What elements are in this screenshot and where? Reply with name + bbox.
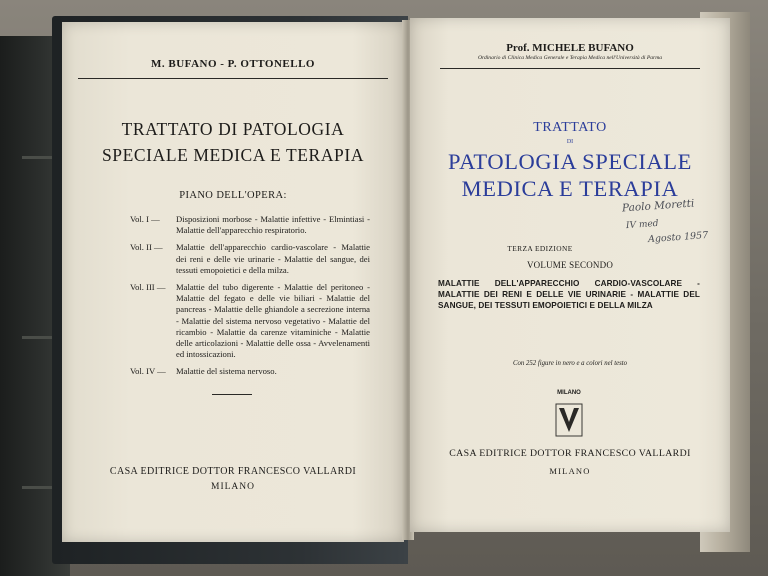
volume-contents: MALATTIE DELL'APPARECCHIO CARDIO-VASCOLARE - MALATTIE DEI RENI E DELLE VIE URINARIE - MALATTIE DEL SANGUE, DEI TESSUTI EMOPOIETICI E DELLA MILZA — [438, 279, 700, 310]
header-rule — [78, 78, 388, 79]
right-title — [410, 148, 730, 202]
volume-list — [130, 214, 370, 384]
handwritten-signature: Paolo Moretti — [621, 197, 695, 215]
volume-text: Disposizioni morbose - Malattie infettive - Elmintiasi - Malattie dell'apparecchio respiratorio. — [176, 214, 370, 236]
left-page — [62, 22, 404, 542]
publisher-logo — [544, 390, 594, 442]
volume-item — [130, 366, 370, 377]
title-trattato: TRATTATO — [533, 120, 607, 135]
short-rule — [212, 394, 252, 395]
right-author: Prof. MICHELE BUFANO — [506, 42, 634, 54]
author-affiliation: Ordinario di Clinica Medica Generale e Terapia Medica nell'Università di Parma — [477, 55, 663, 61]
volume-item — [130, 282, 370, 360]
volume-number: Vol. IV — — [130, 366, 166, 377]
right-publisher: CASA EDITRICE DOTTOR FRANCESCO VALLARDI — [449, 448, 691, 459]
plan-title: PIANO DELL'OPERA: — [179, 190, 287, 201]
left-city: MILANO — [211, 482, 255, 492]
right-title-line: MEDICA E TERAPIA — [461, 176, 679, 201]
volume-number: Vol. I — — [130, 214, 160, 224]
left-publisher: CASA EDITRICE DOTTOR FRANCESCO VALLARDI — [109, 466, 357, 477]
vallardi-emblem-icon — [544, 390, 594, 442]
left-authors: M. BUFANO - P. OTTONELLO — [151, 58, 315, 70]
figures-note: Con 252 figure in nero e a colori nel testo — [512, 360, 628, 367]
left-title — [62, 116, 404, 168]
volume-item — [130, 242, 370, 276]
volume-text: Malattie del sistema nervoso. — [176, 366, 277, 377]
volume-number: Vol. II — — [130, 242, 163, 253]
volume-item — [130, 214, 370, 236]
left-title-line: TRATTATO DI PATOLOGIA — [121, 119, 345, 139]
right-title-line: PATOLOGIA SPECIALE — [448, 149, 692, 174]
title-di: DI — [566, 139, 574, 145]
volume-label: VOLUME SECONDO — [526, 260, 614, 270]
volume-text: Malattie dell'apparecchio cardio-vascolare - Malattie dei reni e delle vie urinarie - Malattie del sangue, dei tessuti emopoietici e della milza. — [176, 242, 370, 275]
handwritten-date: Agosto 1957 — [647, 229, 709, 246]
logo-city: MILANO — [557, 390, 581, 396]
header-rule — [440, 68, 700, 69]
volume-text: Malattie del tubo digerente - Malattie del peritoneo - Malattie del fegato e delle vie biliari - Malattie del pancreas - Malattie delle ghiandole a secrezione interna - Malattie del sistema nervoso vegetativo - Malattie del ricambio - Malattie da carenze vitaminiche - Malattie delle articolazioni - Malattie delle ossa - Avvelenamenti ed intossicazioni. — [176, 282, 370, 360]
edition: TERZA EDIZIONE — [507, 244, 573, 253]
left-title-line: SPECIALE MEDICA E TERAPIA — [101, 145, 365, 165]
right-page — [410, 18, 730, 532]
right-city: MILANO — [549, 466, 591, 476]
volume-number: Vol. III — — [130, 282, 166, 293]
handwritten-note: IV med — [625, 218, 659, 232]
